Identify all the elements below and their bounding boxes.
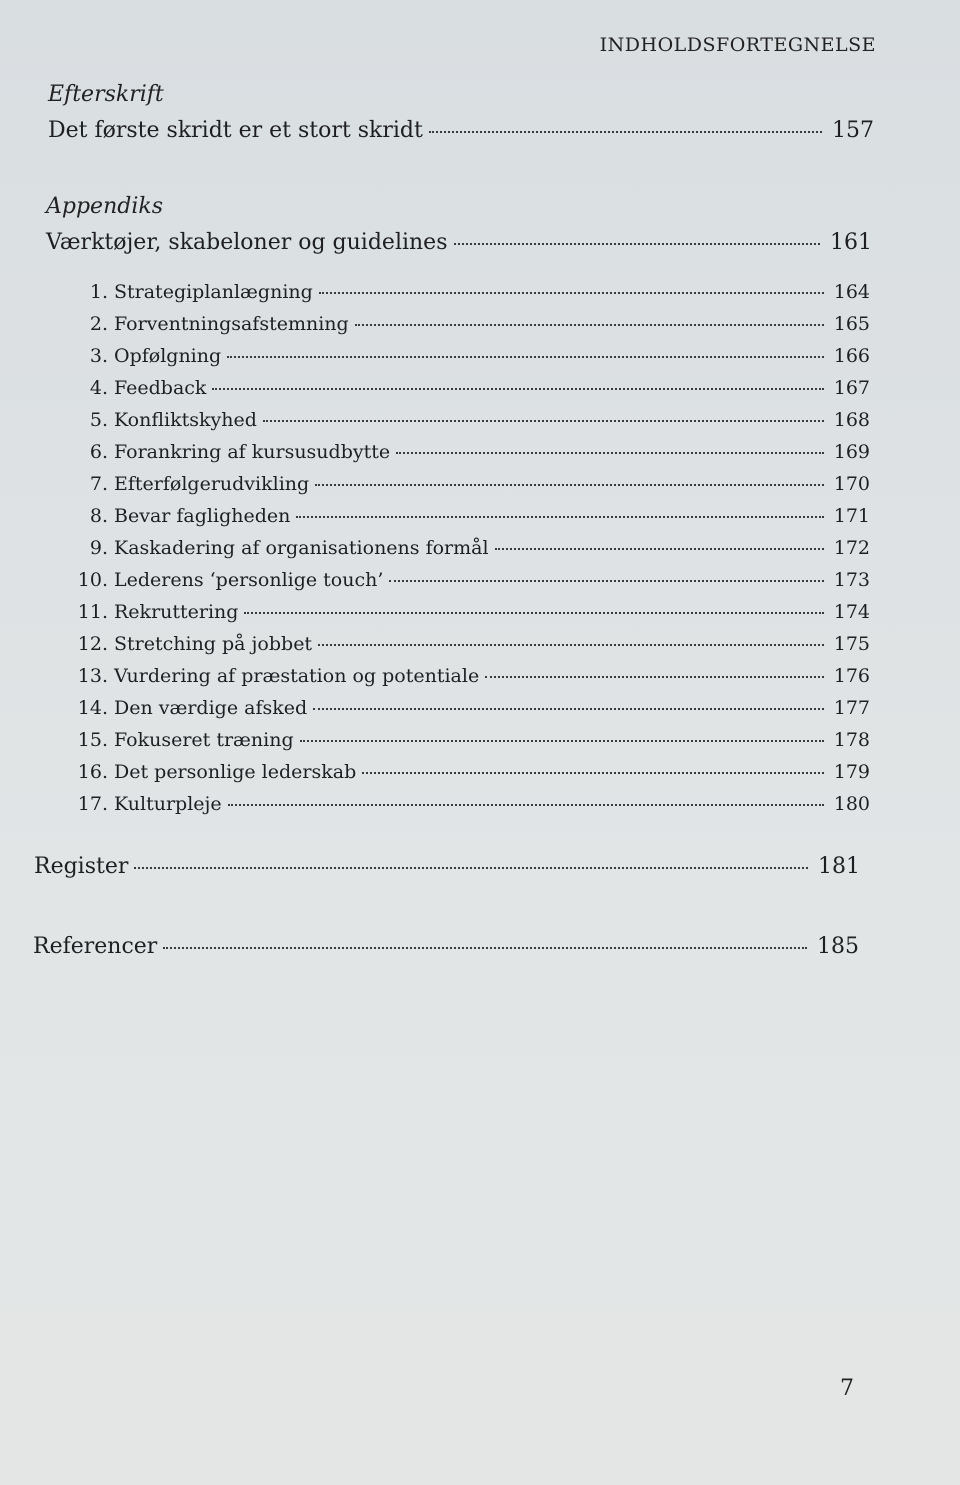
- dot-leader: [244, 612, 823, 614]
- appendix-item: [70, 281, 870, 303]
- appendix-item: [70, 473, 870, 495]
- toc-entry-appendiks: [46, 230, 872, 255]
- item-page: 172: [833, 537, 870, 559]
- item-page: 166: [833, 345, 870, 367]
- appendix-item: [70, 793, 870, 815]
- dot-leader: [263, 420, 824, 422]
- appendix-item: [70, 633, 870, 655]
- item-page: 180: [833, 793, 870, 815]
- item-number: 11.: [77, 601, 108, 623]
- item-title: Lederens ‘personlige touch’: [114, 569, 384, 591]
- item-page: 171: [833, 505, 870, 527]
- dot-leader: [163, 947, 807, 949]
- running-head: INDHOLDSFORTEGNELSE: [599, 34, 876, 56]
- toc-entry-page: 185: [817, 934, 859, 959]
- item-page: 165: [833, 313, 870, 335]
- item-page: 169: [833, 441, 870, 463]
- toc-entry-referencer: [33, 934, 859, 959]
- item-title: Kaskadering af organisationens formål: [114, 537, 489, 559]
- item-page: 164: [833, 281, 870, 303]
- item-number: 16.: [77, 761, 108, 783]
- dot-leader: [313, 708, 824, 710]
- item-number: 10.: [77, 569, 108, 591]
- appendix-item: [70, 505, 870, 527]
- item-number: 13.: [77, 665, 108, 687]
- item-page: 167: [833, 377, 870, 399]
- item-page: 170: [833, 473, 870, 495]
- toc-entry-title: Værktøjer, skabeloner og guidelines: [46, 230, 448, 255]
- item-title: Forventningsafstemning: [114, 313, 349, 335]
- dot-leader: [212, 388, 823, 390]
- toc-entry-title: Det første skridt er et stort skridt: [48, 118, 423, 143]
- item-title: Forankring af kursusudbytte: [114, 441, 391, 463]
- appendix-item: [70, 377, 870, 399]
- item-title: Stretching på jobbet: [114, 633, 313, 655]
- item-number: 12.: [77, 633, 108, 655]
- dot-leader: [228, 804, 824, 806]
- toc-entry-page: 161: [830, 230, 872, 255]
- item-number: 3.: [89, 345, 108, 367]
- item-number: 17.: [77, 793, 108, 815]
- item-number: 4.: [89, 377, 108, 399]
- dot-leader: [300, 740, 824, 742]
- dot-leader: [296, 516, 823, 518]
- dot-leader: [355, 324, 824, 326]
- item-number: 15.: [77, 729, 108, 751]
- toc-entry-page: 157: [832, 118, 874, 143]
- item-number: 9.: [89, 537, 108, 559]
- dot-leader: [454, 243, 821, 245]
- item-page: 168: [833, 409, 870, 431]
- dot-leader: [134, 867, 808, 869]
- appendix-item: [70, 697, 870, 719]
- dot-leader: [389, 580, 823, 582]
- dot-leader: [495, 548, 824, 550]
- appendix-item: [70, 601, 870, 623]
- item-title: Konfliktskyhed: [114, 409, 257, 431]
- item-title: Vurdering af præstation og potentiale: [114, 665, 480, 687]
- appendix-item: [70, 665, 870, 687]
- item-title: Feedback: [114, 377, 207, 399]
- item-title: Rekruttering: [114, 601, 239, 623]
- appendix-item: [70, 441, 870, 463]
- dot-leader: [485, 676, 824, 678]
- appendix-item: [70, 409, 870, 431]
- page-number: 7: [840, 1376, 854, 1401]
- item-title: Den værdige afsked: [114, 697, 308, 719]
- item-number: 1.: [89, 281, 108, 303]
- item-title: Opfølgning: [114, 345, 222, 367]
- item-title: Efterfølgerudvikling: [114, 473, 310, 495]
- item-number: 7.: [89, 473, 108, 495]
- item-number: 5.: [89, 409, 108, 431]
- item-page: 173: [833, 569, 870, 591]
- toc-entry-efterskrift: [48, 118, 874, 143]
- dot-leader: [362, 772, 824, 774]
- dot-leader: [227, 356, 824, 358]
- dot-leader: [315, 484, 824, 486]
- item-title: Bevar fagligheden: [114, 505, 291, 527]
- appendix-item: [70, 761, 870, 783]
- item-title: Det personlige lederskab: [114, 761, 357, 783]
- appendix-item: [70, 537, 870, 559]
- appendix-item: [70, 569, 870, 591]
- item-title: Strategiplanlægning: [114, 281, 313, 303]
- dot-leader: [319, 292, 824, 294]
- toc-entry-page: 181: [818, 854, 860, 879]
- appendix-item: [70, 345, 870, 367]
- item-number: 14.: [77, 697, 108, 719]
- item-page: 175: [833, 633, 870, 655]
- item-page: 177: [833, 697, 870, 719]
- dot-leader: [429, 131, 822, 133]
- toc-entry-title: Referencer: [33, 934, 158, 959]
- toc-entry-register: [34, 854, 860, 879]
- item-page: 178: [833, 729, 870, 751]
- item-page: 179: [833, 761, 870, 783]
- item-page: 174: [833, 601, 870, 623]
- appendiks-heading: Appendiks: [46, 194, 163, 219]
- item-title: Fokuseret træning: [114, 729, 294, 751]
- toc-entry-title: Register: [34, 854, 129, 879]
- item-page: 176: [833, 665, 870, 687]
- item-number: 6.: [89, 441, 108, 463]
- item-number: 8.: [89, 505, 108, 527]
- appendix-item: [70, 313, 870, 335]
- dot-leader: [396, 452, 824, 454]
- appendix-item: [70, 729, 870, 751]
- dot-leader: [318, 644, 824, 646]
- item-title: Kulturpleje: [114, 793, 222, 815]
- efterskrift-heading: Efterskrift: [48, 82, 164, 107]
- item-number: 2.: [89, 313, 108, 335]
